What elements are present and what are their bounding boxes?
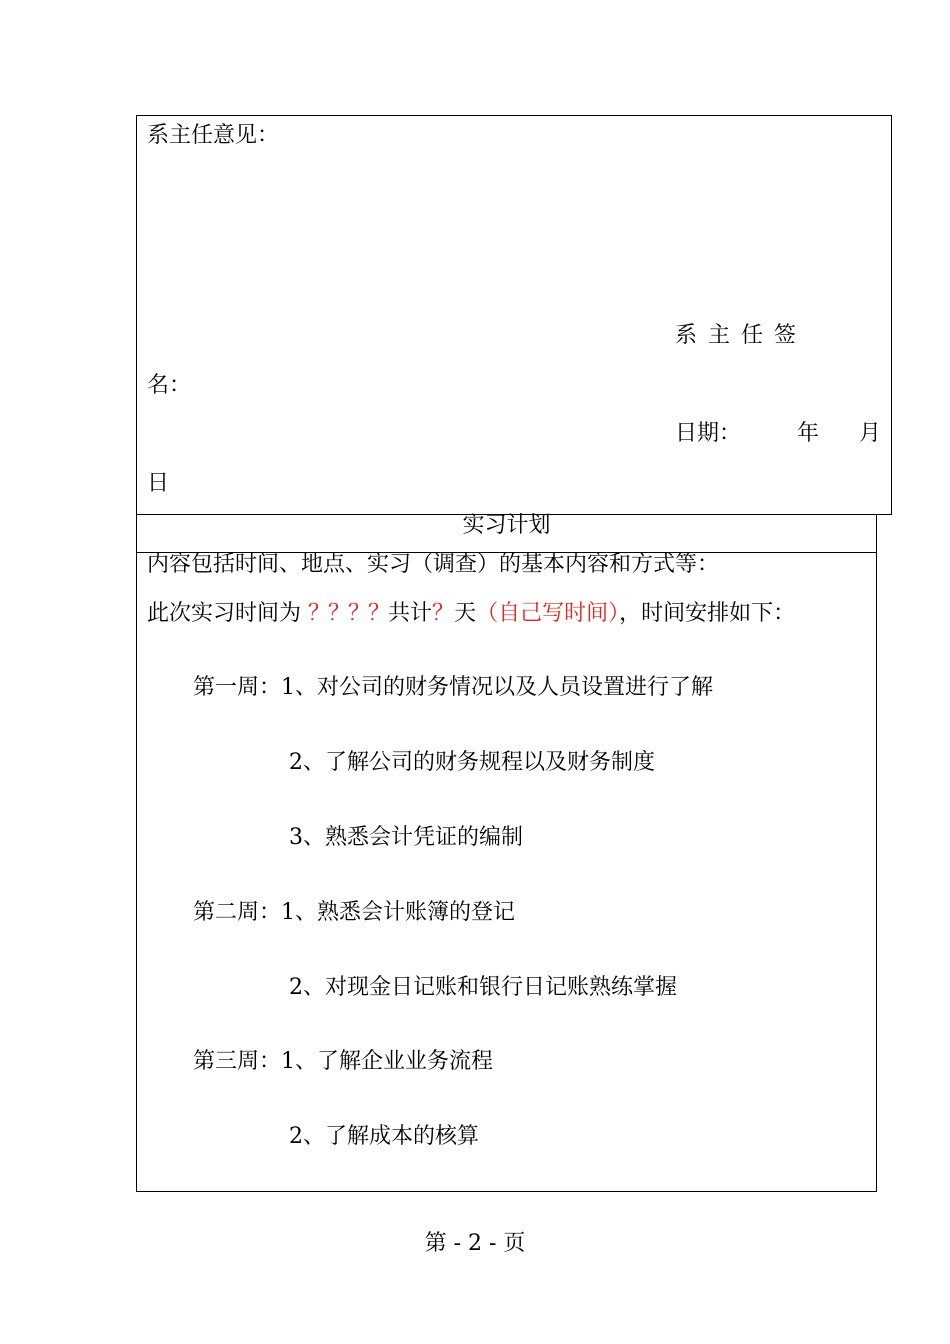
plan-line: 2、对现金日记账和银行日记账熟练掌握 [289, 975, 677, 1000]
time-prefix: 此次实习时间为 [147, 601, 302, 626]
red-note: （自己写时间） [476, 601, 620, 626]
time-suffix: ，时间安排如下： [619, 601, 796, 626]
page-number: 第 - 2 - 页 [424, 1231, 526, 1256]
date-label: 日期： [675, 421, 742, 446]
plan-header [137, 515, 876, 553]
days-placeholder: ？ [432, 601, 455, 626]
plan-line: 3、熟悉会计凭证的编制 [289, 825, 523, 850]
days-unit: 天 [454, 601, 477, 626]
plan-line: 第一周：1、对公司的财务情况以及人员设置进行了解 [193, 675, 713, 700]
opinion-label: 系主任意见： [147, 123, 280, 148]
year-label: 年 [797, 421, 820, 446]
internship-plan-box [136, 514, 877, 1192]
plan-line: 第三周：1、了解企业业务流程 [193, 1049, 493, 1074]
plan-intro: 内容包括时间、地点、实习（调查）的基本内容和方式等： [147, 552, 720, 577]
time-line [147, 599, 795, 629]
total-label: 共计 [388, 601, 433, 626]
plan-line: 2、了解公司的财务规程以及财务制度 [289, 750, 655, 775]
signature-label: 系 主 任 签 [675, 323, 798, 348]
plan-line: 2、了解成本的核算 [289, 1124, 479, 1149]
plan-line: 第二周：1、熟悉会计账簿的登记 [193, 900, 515, 925]
plan-title: 实习计划 [462, 513, 551, 538]
time-placeholder: ？？？？ [308, 601, 389, 626]
month-label: 月 [859, 421, 882, 446]
signature-label-continued: 名： [147, 373, 192, 398]
day-label: 日 [147, 471, 170, 496]
department-head-opinion-box [136, 115, 892, 515]
